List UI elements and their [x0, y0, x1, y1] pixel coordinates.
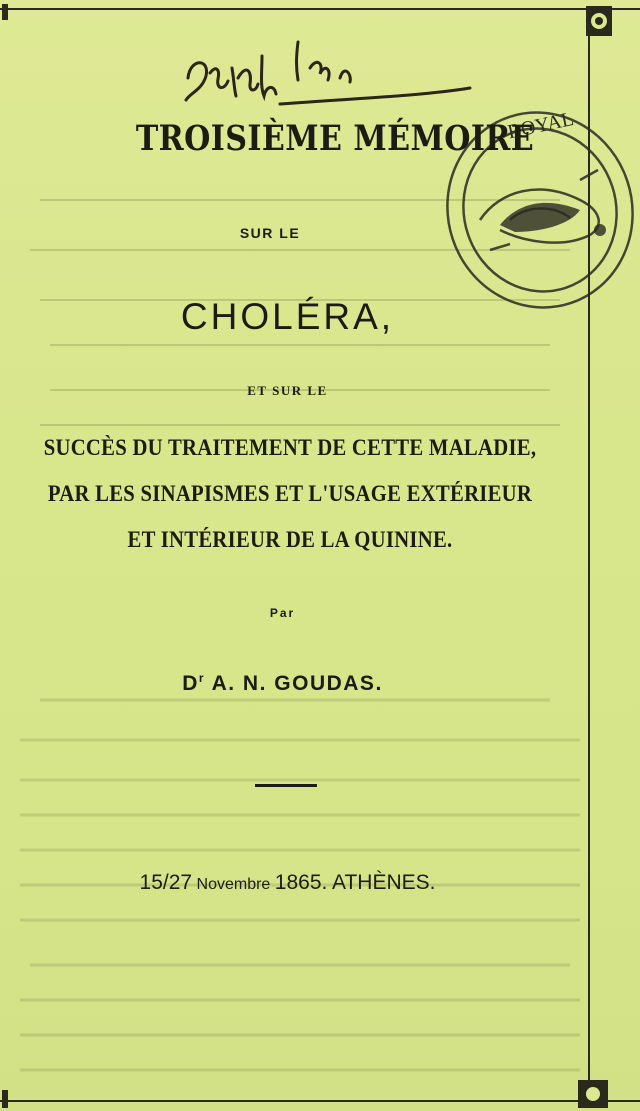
author-prefix: D: [182, 672, 199, 695]
date-year: 1865.: [274, 871, 328, 894]
handwritten-annotation: [180, 38, 480, 108]
author-line: [0, 671, 565, 696]
author-prefix-superscript: r: [198, 671, 206, 685]
document-title: TROISIÈME MÉMOIRE: [135, 118, 535, 159]
subtitle-connector-et-sur-le: ET SUR LE: [247, 383, 328, 398]
stamp-text: ROYAL: [505, 107, 576, 144]
subtitle-line-2: PAR LES SINAPISMES ET L'USAGE EXTÉRIEUR: [47, 481, 533, 506]
bottom-edge-rule: [0, 1100, 640, 1102]
crop-mark-icon: [0, 1086, 24, 1110]
byline-par: Par: [269, 606, 296, 620]
section-divider: [255, 784, 317, 787]
author-name: A. N. GOUDAS.: [205, 672, 383, 695]
document-subject: CHOLÉRA,: [180, 296, 395, 337]
ornament-corner-icon: [578, 0, 618, 40]
publication-date-place: [0, 871, 575, 895]
date-month: Novembre: [192, 876, 275, 893]
date-numbers: 15/27: [139, 871, 193, 894]
crop-mark-icon: [0, 0, 24, 24]
subtitle-line-3: ET INTÉRIEUR DE LA QUININE.: [127, 527, 453, 552]
ornament-corner-icon: [572, 1076, 612, 1110]
date-city: ATHÈNES.: [327, 871, 436, 894]
title-connector-sur-le: SUR LE: [239, 225, 301, 241]
top-edge-rule: [0, 8, 640, 10]
subtitle-line-1: SUCCÈS DU TRAITEMENT DE CETTE MALADIE,: [43, 435, 537, 460]
